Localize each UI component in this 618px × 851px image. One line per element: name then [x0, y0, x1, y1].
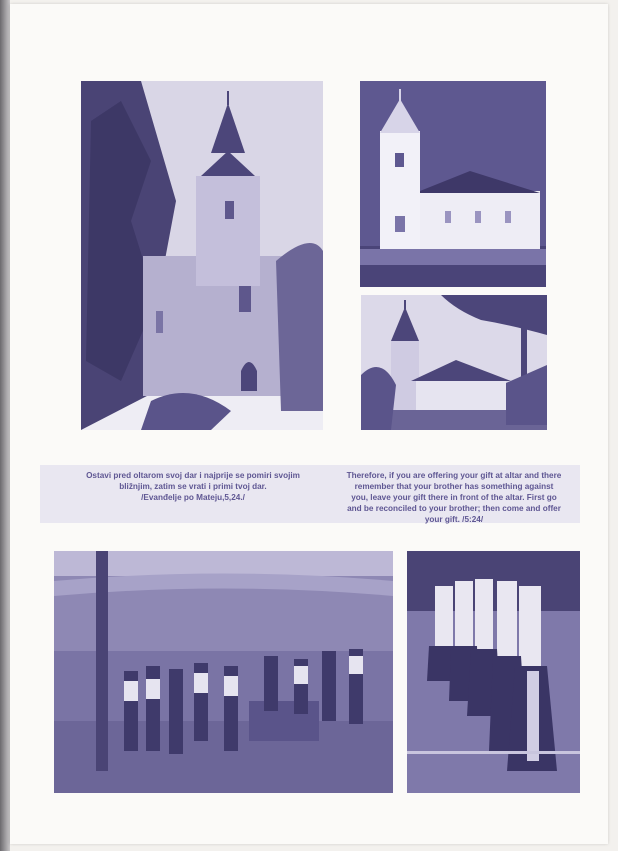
photo-white-church [360, 81, 546, 287]
caption-croatian-line: bližnjim, zatim se vrati i primi tvoj dar. [119, 482, 267, 491]
caption-english-line: your gift. /5:24/ [424, 515, 484, 524]
photo-folk-group-thatched-house [54, 551, 393, 793]
photo-women-folk-dress [407, 551, 580, 793]
caption-english-line: remember that your brother has something against [354, 482, 554, 491]
caption-english-line: and be reconciled to your brother; then come and offer [347, 504, 561, 513]
caption-croatian-line: Ostavi pred oltarom svoj dar i najprije se pomiri svojim [86, 471, 300, 480]
caption-croatian [64, 470, 322, 503]
book-spine-shadow [0, 0, 10, 851]
caption-english [326, 470, 582, 525]
photo-church-among-trees [361, 295, 547, 430]
caption-english-line: you, leave your gift there in front of the altar. First go [351, 493, 557, 502]
caption-croatian-line: /Evanđelje po Mateju,5,24./ [141, 493, 245, 502]
caption-english-line: Therefore, if you are offering your gift at altar and there [346, 471, 562, 480]
photo-church-with-tree [81, 81, 323, 430]
